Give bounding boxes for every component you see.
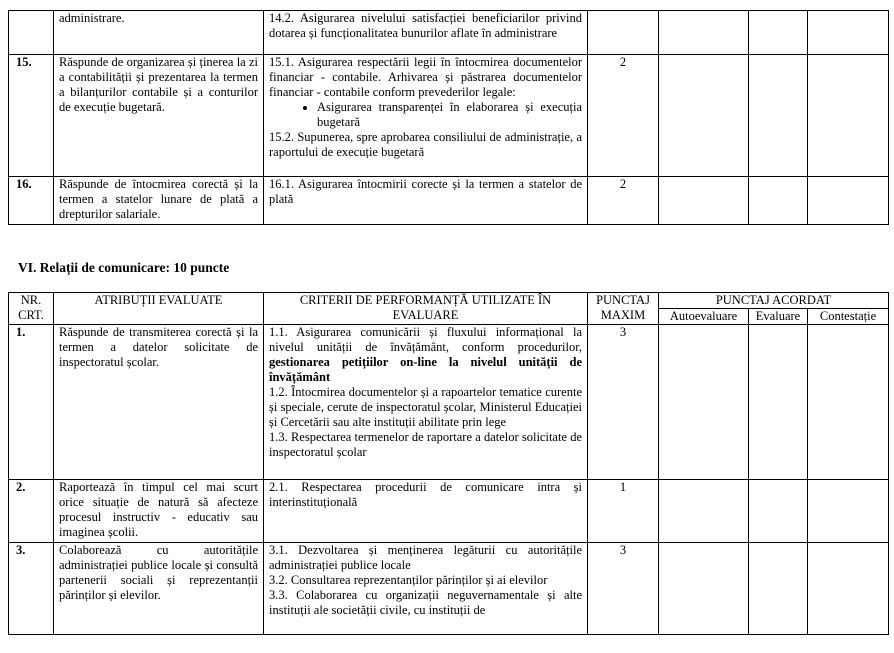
evaluation-cell[interactable] xyxy=(749,480,808,543)
header-criteria: CRITERII DE PERFORMANȚĂ UTILIZATE ÎN EVALUARE xyxy=(264,293,588,325)
header-self-evaluation: Autoevaluare xyxy=(659,309,749,325)
criteria-table-continued xyxy=(8,10,889,225)
criterion-text: 3.1. Dezvoltarea și menținerea legăturii cu autoritățile administrației publice locale xyxy=(269,543,582,572)
row-number-cell: 2. xyxy=(9,480,54,543)
self-evaluation-cell[interactable] xyxy=(659,480,749,543)
attribute-cell: Colaborează cu autoritățile administrației publice locale și consultă partenerii sociali și reprezentanții părinților și elevilor. xyxy=(54,543,264,635)
criteria-cell: 14.2. Asigurarea nivelului satisfacției beneficiarilor privind dotarea și funcționalitatea bunurilor aflate în administrare xyxy=(264,11,588,55)
criterion-text: 15.2. Supunerea, spre aprobarea consiliului de administrație, a raportului de execuție bugetară xyxy=(269,130,582,159)
row-number-cell: 1. xyxy=(9,325,54,480)
table-row xyxy=(9,543,889,635)
criterion-text-part: 1.1. Asigurarea comunicării și fluxului informațional la nivelul unității de învățământ, conform procedurilor, xyxy=(269,325,582,354)
table-header-row xyxy=(9,293,889,309)
evaluation-cell[interactable] xyxy=(749,55,808,177)
header-score-awarded: PUNCTAJ ACORDAT xyxy=(659,293,889,309)
header-contest: Contestație xyxy=(808,309,889,325)
self-evaluation-cell[interactable] xyxy=(659,177,749,225)
criteria-cell xyxy=(264,325,588,480)
contest-cell[interactable] xyxy=(808,543,889,635)
max-score-cell: 2 xyxy=(588,177,659,225)
attribute-cell: Răspunde de organizarea și ținerea la zi a contabilității și prezentarea la termen a bilanțurilor contabile și a conturilor de execuție bugetară. xyxy=(54,55,264,177)
table-row xyxy=(9,480,889,543)
criteria-cell: 2.1. Respectarea procedurii de comunicare intra și interinstituțională xyxy=(264,480,588,543)
self-evaluation-cell[interactable] xyxy=(659,325,749,480)
max-score-cell: 1 xyxy=(588,480,659,543)
row-number-cell xyxy=(9,11,54,55)
criteria-cell: 16.1. Asigurarea întocmirii corecte și la termen a statelor de plată xyxy=(264,177,588,225)
criteria-cell xyxy=(264,55,588,177)
communication-criteria-table xyxy=(8,292,889,635)
header-max-score: PUNCTAJ MAXIM xyxy=(588,293,659,325)
contest-cell[interactable] xyxy=(808,325,889,480)
criterion-text: 1.2. Întocmirea documentelor și a rapoartelor tematice curente și speciale, cerute de inspectoratul școlar, Ministerul Educației și Cercetării sau alte instituții abilitate prin lege xyxy=(269,385,582,429)
attribute-cell: Raportează în timpul cel mai scurt orice situație de natură să afecteze procesul instructiv - educativ sau imaginea școlii. xyxy=(54,480,264,543)
row-number-cell: 15. xyxy=(9,55,54,177)
max-score-cell: 2 xyxy=(588,55,659,177)
evaluation-cell[interactable] xyxy=(749,11,808,55)
table-row xyxy=(9,11,889,55)
max-score-cell: 3 xyxy=(588,325,659,480)
section-title: VI. Relații de comunicare: 10 puncte xyxy=(18,260,230,275)
attribute-cell: Răspunde de transmiterea corectă și la termen a datelor solicitate de inspectoratul școlar. xyxy=(54,325,264,480)
criterion-text: 3.3. Colaborarea cu organizații neguvernamentale și alte instituții ale societății civile, cu instituții de xyxy=(269,588,582,617)
self-evaluation-cell[interactable] xyxy=(659,11,749,55)
contest-cell[interactable] xyxy=(808,11,889,55)
criterion-text: 3.2. Consultarea reprezentanților părinților și ai elevilor xyxy=(269,573,548,587)
criterion-bullet: • Asigurarea transparenței în elaborarea și execuția bugetară xyxy=(317,100,582,130)
criterion-text: 1.3. Respectarea termenelor de raportare a datelor solicitate de inspectoratul școlar xyxy=(269,430,582,459)
header-evaluation: Evaluare xyxy=(749,309,808,325)
evaluation-cell[interactable] xyxy=(749,325,808,480)
row-number-cell: 16. xyxy=(9,177,54,225)
criterion-bullet-list xyxy=(269,100,582,130)
self-evaluation-cell[interactable] xyxy=(659,543,749,635)
max-score-cell xyxy=(588,11,659,55)
contest-cell[interactable] xyxy=(808,177,889,225)
attribute-cell: Răspunde de întocmirea corectă și la termen a statelor lunare de plată a drepturilor salariale. xyxy=(54,177,264,225)
criterion-bold-text: gestionarea petițiilor on-line la nivelul unității de învățământ xyxy=(269,355,582,384)
attribute-cell: administrare. xyxy=(54,11,264,55)
criteria-cell xyxy=(264,543,588,635)
table-row xyxy=(9,55,889,177)
evaluation-cell[interactable] xyxy=(749,177,808,225)
header-nr: NR. CRT. xyxy=(9,293,54,325)
contest-cell[interactable] xyxy=(808,480,889,543)
criterion-text xyxy=(269,325,582,385)
row-number-cell: 3. xyxy=(9,543,54,635)
self-evaluation-cell[interactable] xyxy=(659,55,749,177)
max-score-cell: 3 xyxy=(588,543,659,635)
table-row xyxy=(9,325,889,480)
evaluation-cell[interactable] xyxy=(749,543,808,635)
header-attributes: ATRIBUȚII EVALUATE xyxy=(54,293,264,325)
table-row xyxy=(9,177,889,225)
criterion-text: 15.1. Asigurarea respectării legii în întocmirea documentelor financiar - contabile. Arhivarea și păstrarea documentelor financiar - contabile conform prevederilor legale: xyxy=(269,55,582,99)
contest-cell[interactable] xyxy=(808,55,889,177)
